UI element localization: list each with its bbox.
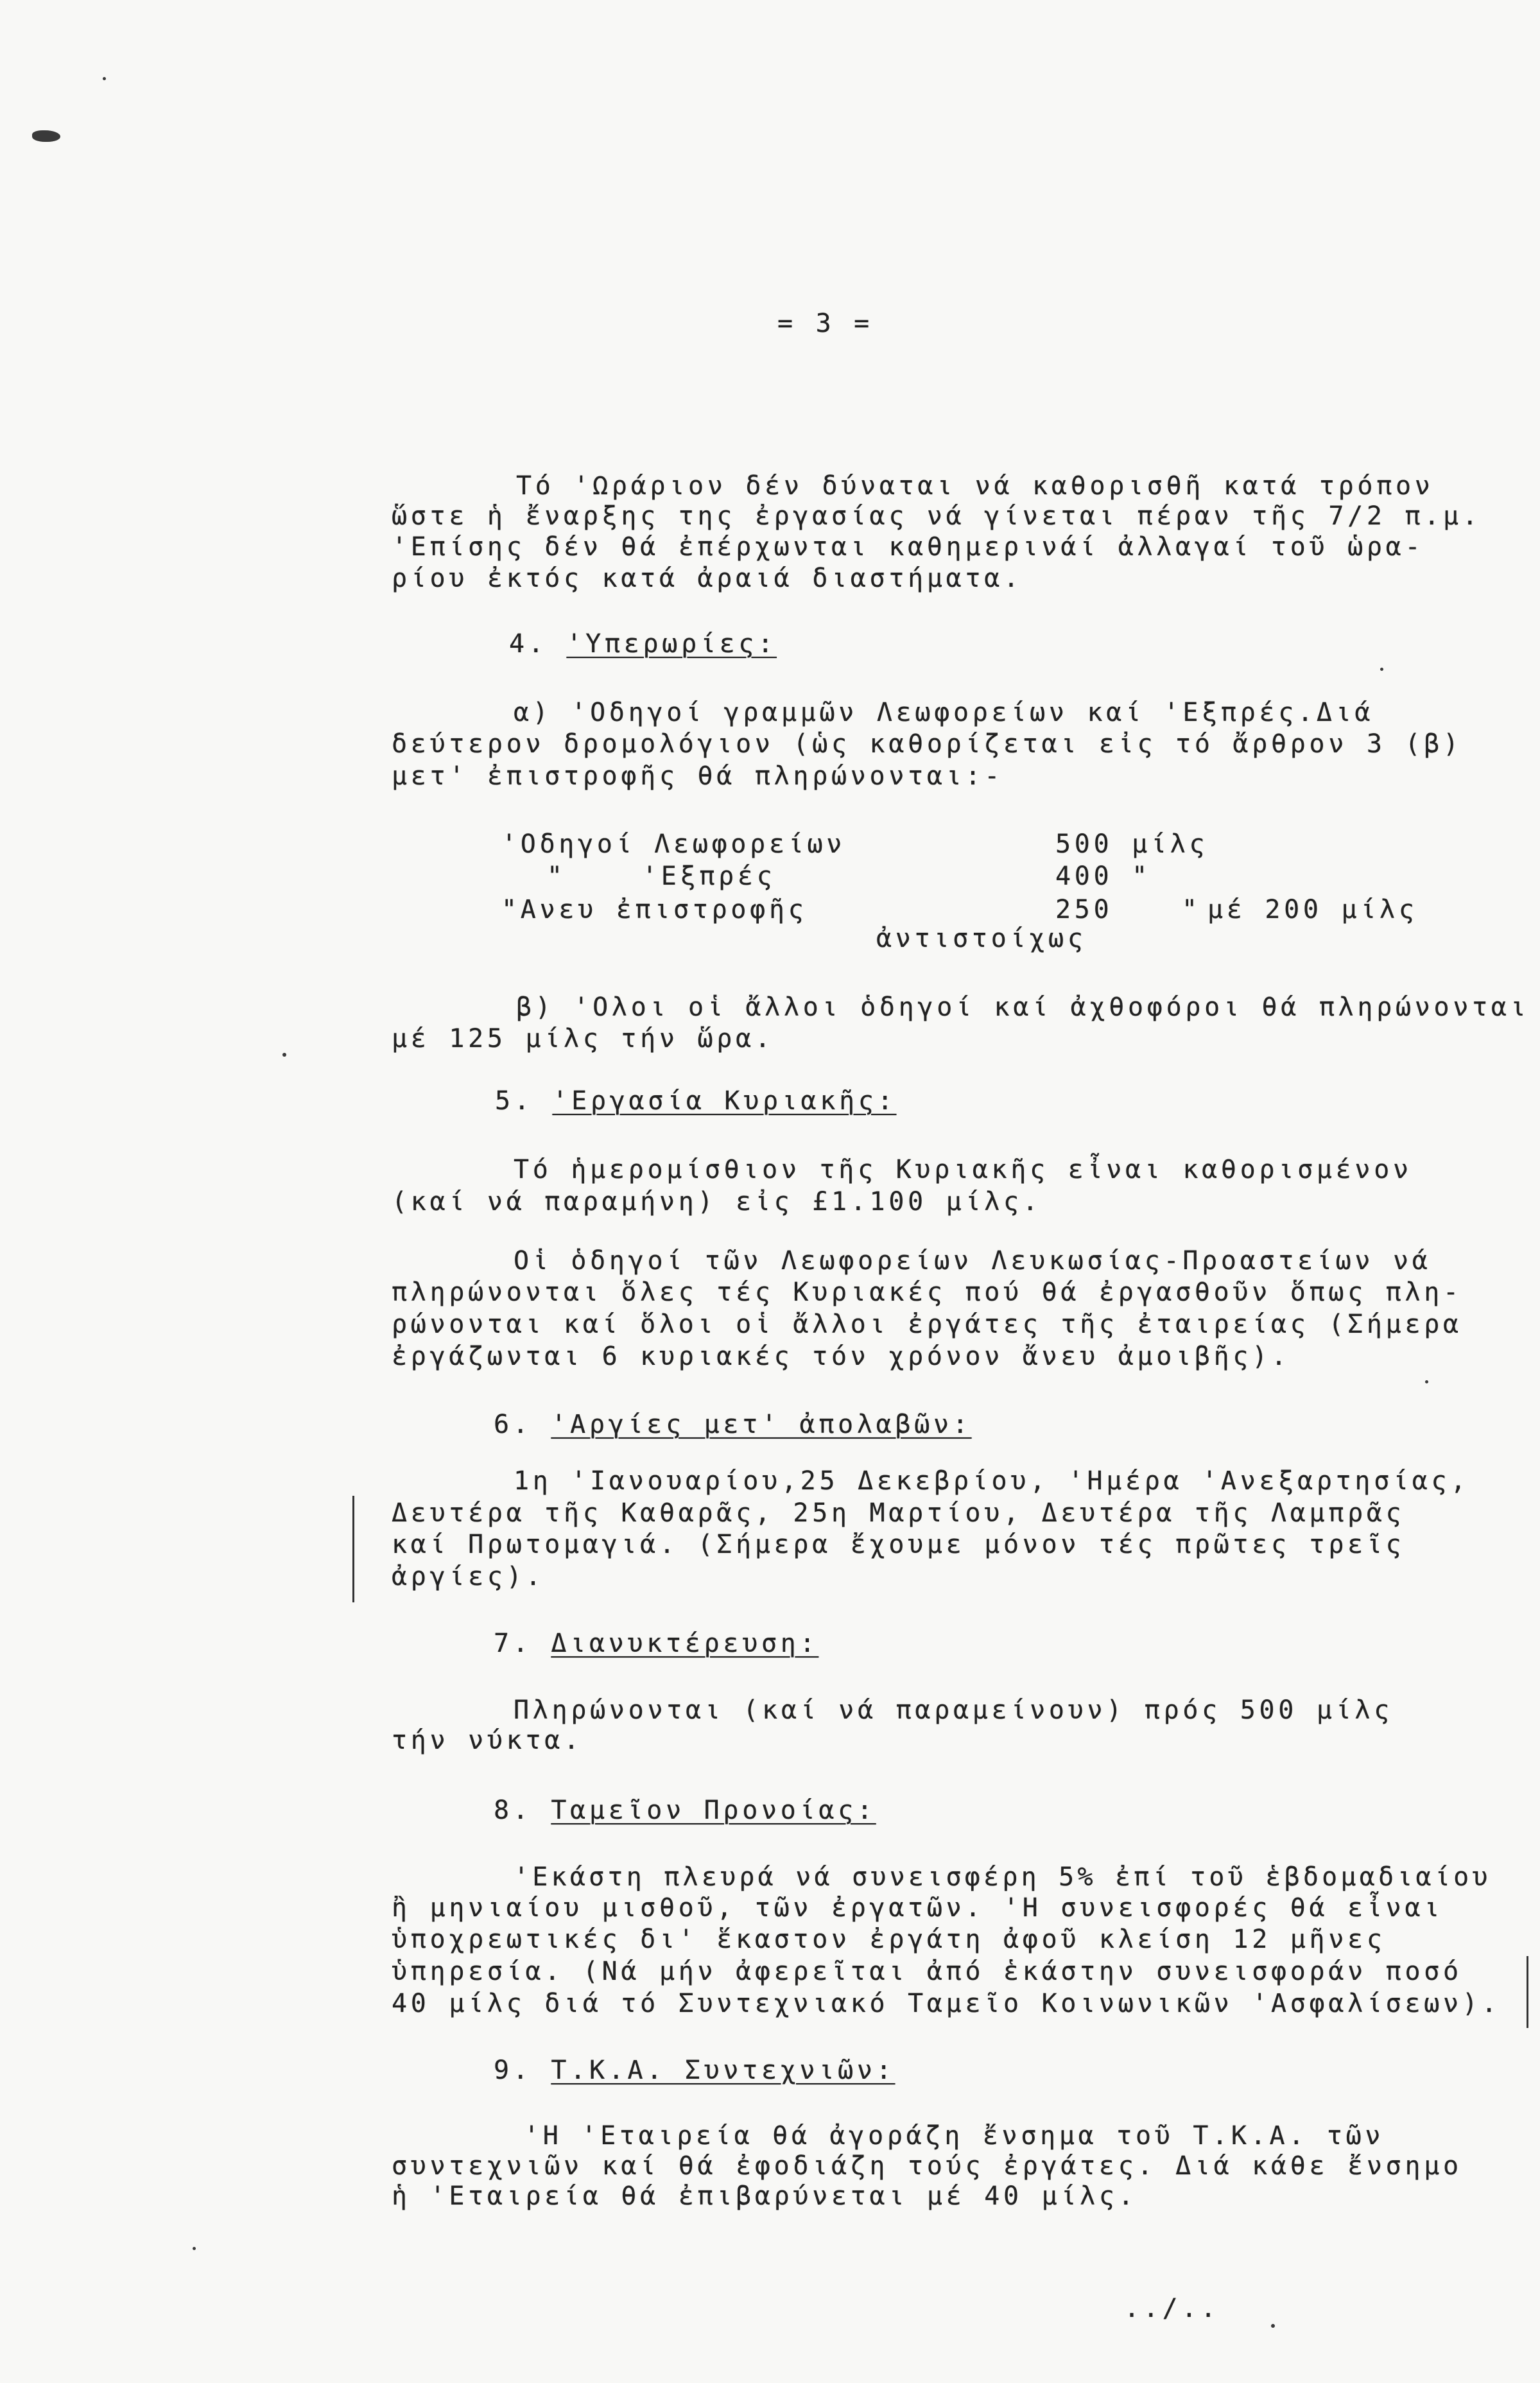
paragraph-line: ἀργίες). xyxy=(392,1562,545,1591)
scan-speck xyxy=(282,1053,286,1057)
paragraph-line: Τό 'Ωράριον δέν δύναται νά καθορισθῆ κατά τρόπον xyxy=(516,471,1434,501)
paragraph-line: μέ 125 μίλς τήν ὥρα. xyxy=(392,1024,774,1053)
paragraph-line: β) 'Ολοι οἱ ἄλλοι ὁδηγοί καί ἀχθοφόροι θά πληρώνονται xyxy=(516,992,1530,1022)
section-number: 5. xyxy=(495,1086,533,1116)
scan-speck xyxy=(1380,668,1383,671)
ditto-mark: " xyxy=(1182,895,1201,924)
section-number: 7. xyxy=(494,1629,532,1658)
rate-label: 'Οδηγοί Λεωφορείων xyxy=(501,829,846,859)
section-heading xyxy=(509,628,777,659)
section-heading xyxy=(494,2055,895,2086)
rate-label: "Ανευ ἐπιστροφῆς xyxy=(501,895,808,924)
section-heading xyxy=(494,1628,818,1659)
paragraph-line: ρίου ἐκτός κατά ἀραιά διαστήματα. xyxy=(392,564,1023,593)
scan-blot xyxy=(32,130,60,142)
paragraph-line: Δευτέρα τῆς Καθαρᾶς, 25η Μαρτίου, Δευτέρα τῆς Λαμπρᾶς xyxy=(392,1498,1405,1528)
section-heading xyxy=(495,1086,896,1116)
section-number: 6. xyxy=(494,1410,532,1439)
section-heading xyxy=(494,1409,972,1440)
paragraph-line: μετ' ἐπιστροφῆς θά πληρώνονται:- xyxy=(392,761,1004,791)
page-number: = 3 = xyxy=(777,309,873,338)
section-number: 4. xyxy=(509,629,548,659)
paragraph-line: πληρώνονται ὅλες τές Κυριακές πού θά ἐργασθοῦν ὅπως πλη- xyxy=(392,1278,1462,1307)
section-number: 9. xyxy=(494,2056,532,2085)
scan-speck xyxy=(193,2247,196,2250)
scan-speck xyxy=(1425,1380,1428,1383)
margin-mark xyxy=(1527,1956,1528,2028)
rate-extra: μέ 200 μίλς xyxy=(1207,895,1418,924)
section-title: Ταμεῖον Προνοίας: xyxy=(551,1796,876,1825)
section-title: 'Αργίες μετ' ἀπολαβῶν: xyxy=(551,1410,972,1439)
section-title: Τ.Κ.Α. Συντεχνιῶν: xyxy=(551,2056,895,2085)
paragraph-line: ρώνονται καί ὅλοι οἱ ἄλλοι ἐργάτες τῆς ἐταιρείας (Σήμερα xyxy=(392,1310,1462,1339)
continuation-mark: ../.. xyxy=(1124,2294,1220,2323)
paragraph-line: 'Εκάστη πλευρά νά συνεισφέρη 5% ἐπί τοῦ ἑβδομαδιαίου xyxy=(514,1862,1491,1892)
paragraph-line: 'Η 'Εταιρεία θά ἀγοράζη ἔνσημα τοῦ Τ.Κ.Α. τῶν xyxy=(524,2121,1385,2151)
paragraph-line: 40 μίλς διά τό Συντεχνιακό Ταμεῖο Κοινωνικῶν 'Ασφαλίσεων). xyxy=(392,1989,1501,2018)
paragraph-line: 1η 'Ιανουαρίου,25 Δεκεβρίου, 'Ημέρα 'Ανεξαρτησίας, xyxy=(514,1466,1470,1496)
paragraph-line: συντεχνιῶν καί θά ἐφοδιάζη τούς ἐργάτες. Διά κάθε ἔνσημο xyxy=(392,2151,1462,2181)
paragraph-line: ὑπηρεσία. (Νά μήν ἀφερεῖται ἀπό ἑκάστην συνεισφοράν ποσό xyxy=(392,1957,1462,1986)
section-title: 'Εργασία Κυριακῆς: xyxy=(552,1086,897,1116)
paragraph-line: ὥστε ἡ ἔναρξης της ἐργασίας νά γίνεται πέραν τῆς 7/2 π.μ. xyxy=(392,501,1482,531)
paragraph-line: 'Επίσης δέν θά ἐπέρχωνται καθημερινάί ἀλλαγαί τοῦ ὡρα- xyxy=(392,532,1424,562)
paragraph-line: καί Πρωτομαγιά. (Σήμερα ἔχουμε μόνον τές πρῶτες τρεῖς xyxy=(392,1530,1405,1559)
scan-speck xyxy=(1271,2324,1275,2328)
margin-mark xyxy=(352,1496,354,1602)
paragraph-line: Οἱ ὁδηγοί τῶν Λεωφορείων Λευκωσίας-Προαστείων νά xyxy=(514,1246,1432,1276)
paragraph-line: ἡ 'Εταιρεία θά ἐπιβαρύνεται μέ 40 μίλς. xyxy=(392,2181,1138,2211)
paragraph-line: (καί νά παραμήνη) εἰς £1.100 μίλς. xyxy=(392,1187,1042,1217)
paragraph-line: ἐργάζωνται 6 κυριακές τόν χρόνον ἄνευ ἀμοιβῆς). xyxy=(392,1342,1290,1371)
section-heading xyxy=(494,1795,876,1826)
rate-value: 250 xyxy=(1055,895,1113,924)
paragraph-line: ὑποχρεωτικές δι' ἕκαστον ἐργάτη ἀφοῦ κλείση 12 μῆνες xyxy=(392,1925,1386,1954)
section-title: Διανυκτέρευση: xyxy=(551,1629,819,1658)
rate-label: 'Εξπρές xyxy=(642,862,776,891)
paragraph-line: Τό ἡμερομίσθιον τῆς Κυριακῆς εἶναι καθορισμένον xyxy=(514,1155,1412,1184)
ditto-mark: " xyxy=(547,862,566,891)
paragraph-line: Πληρώνονται (καί νά παραμείνουν) πρός 500 μίλς xyxy=(514,1695,1393,1725)
section-number: 8. xyxy=(494,1796,532,1825)
paragraph-line: τήν νύκτα. xyxy=(392,1726,583,1755)
section-title: 'Υπερωρίες: xyxy=(566,629,777,659)
rate-note: ἀντιστοίχως xyxy=(876,924,1087,953)
paragraph-line: α) 'Οδηγοί γραμμῶν Λεωφορείων καί 'Εξπρές.Διά xyxy=(514,698,1374,727)
scan-speck xyxy=(103,77,106,80)
paragraph-line: ἢ μηνιαίου μισθοῦ, τῶν ἐργατῶν. 'Η συνεισφορές θά εἶναι xyxy=(392,1893,1444,1923)
paragraph-line: δεύτερον δρομολόγιον (ὡς καθορίζεται εἰς τό ἄρθρον 3 (β) xyxy=(392,729,1462,759)
rate-value: 500 μίλς xyxy=(1055,829,1209,859)
rate-value: 400 " xyxy=(1055,862,1151,891)
